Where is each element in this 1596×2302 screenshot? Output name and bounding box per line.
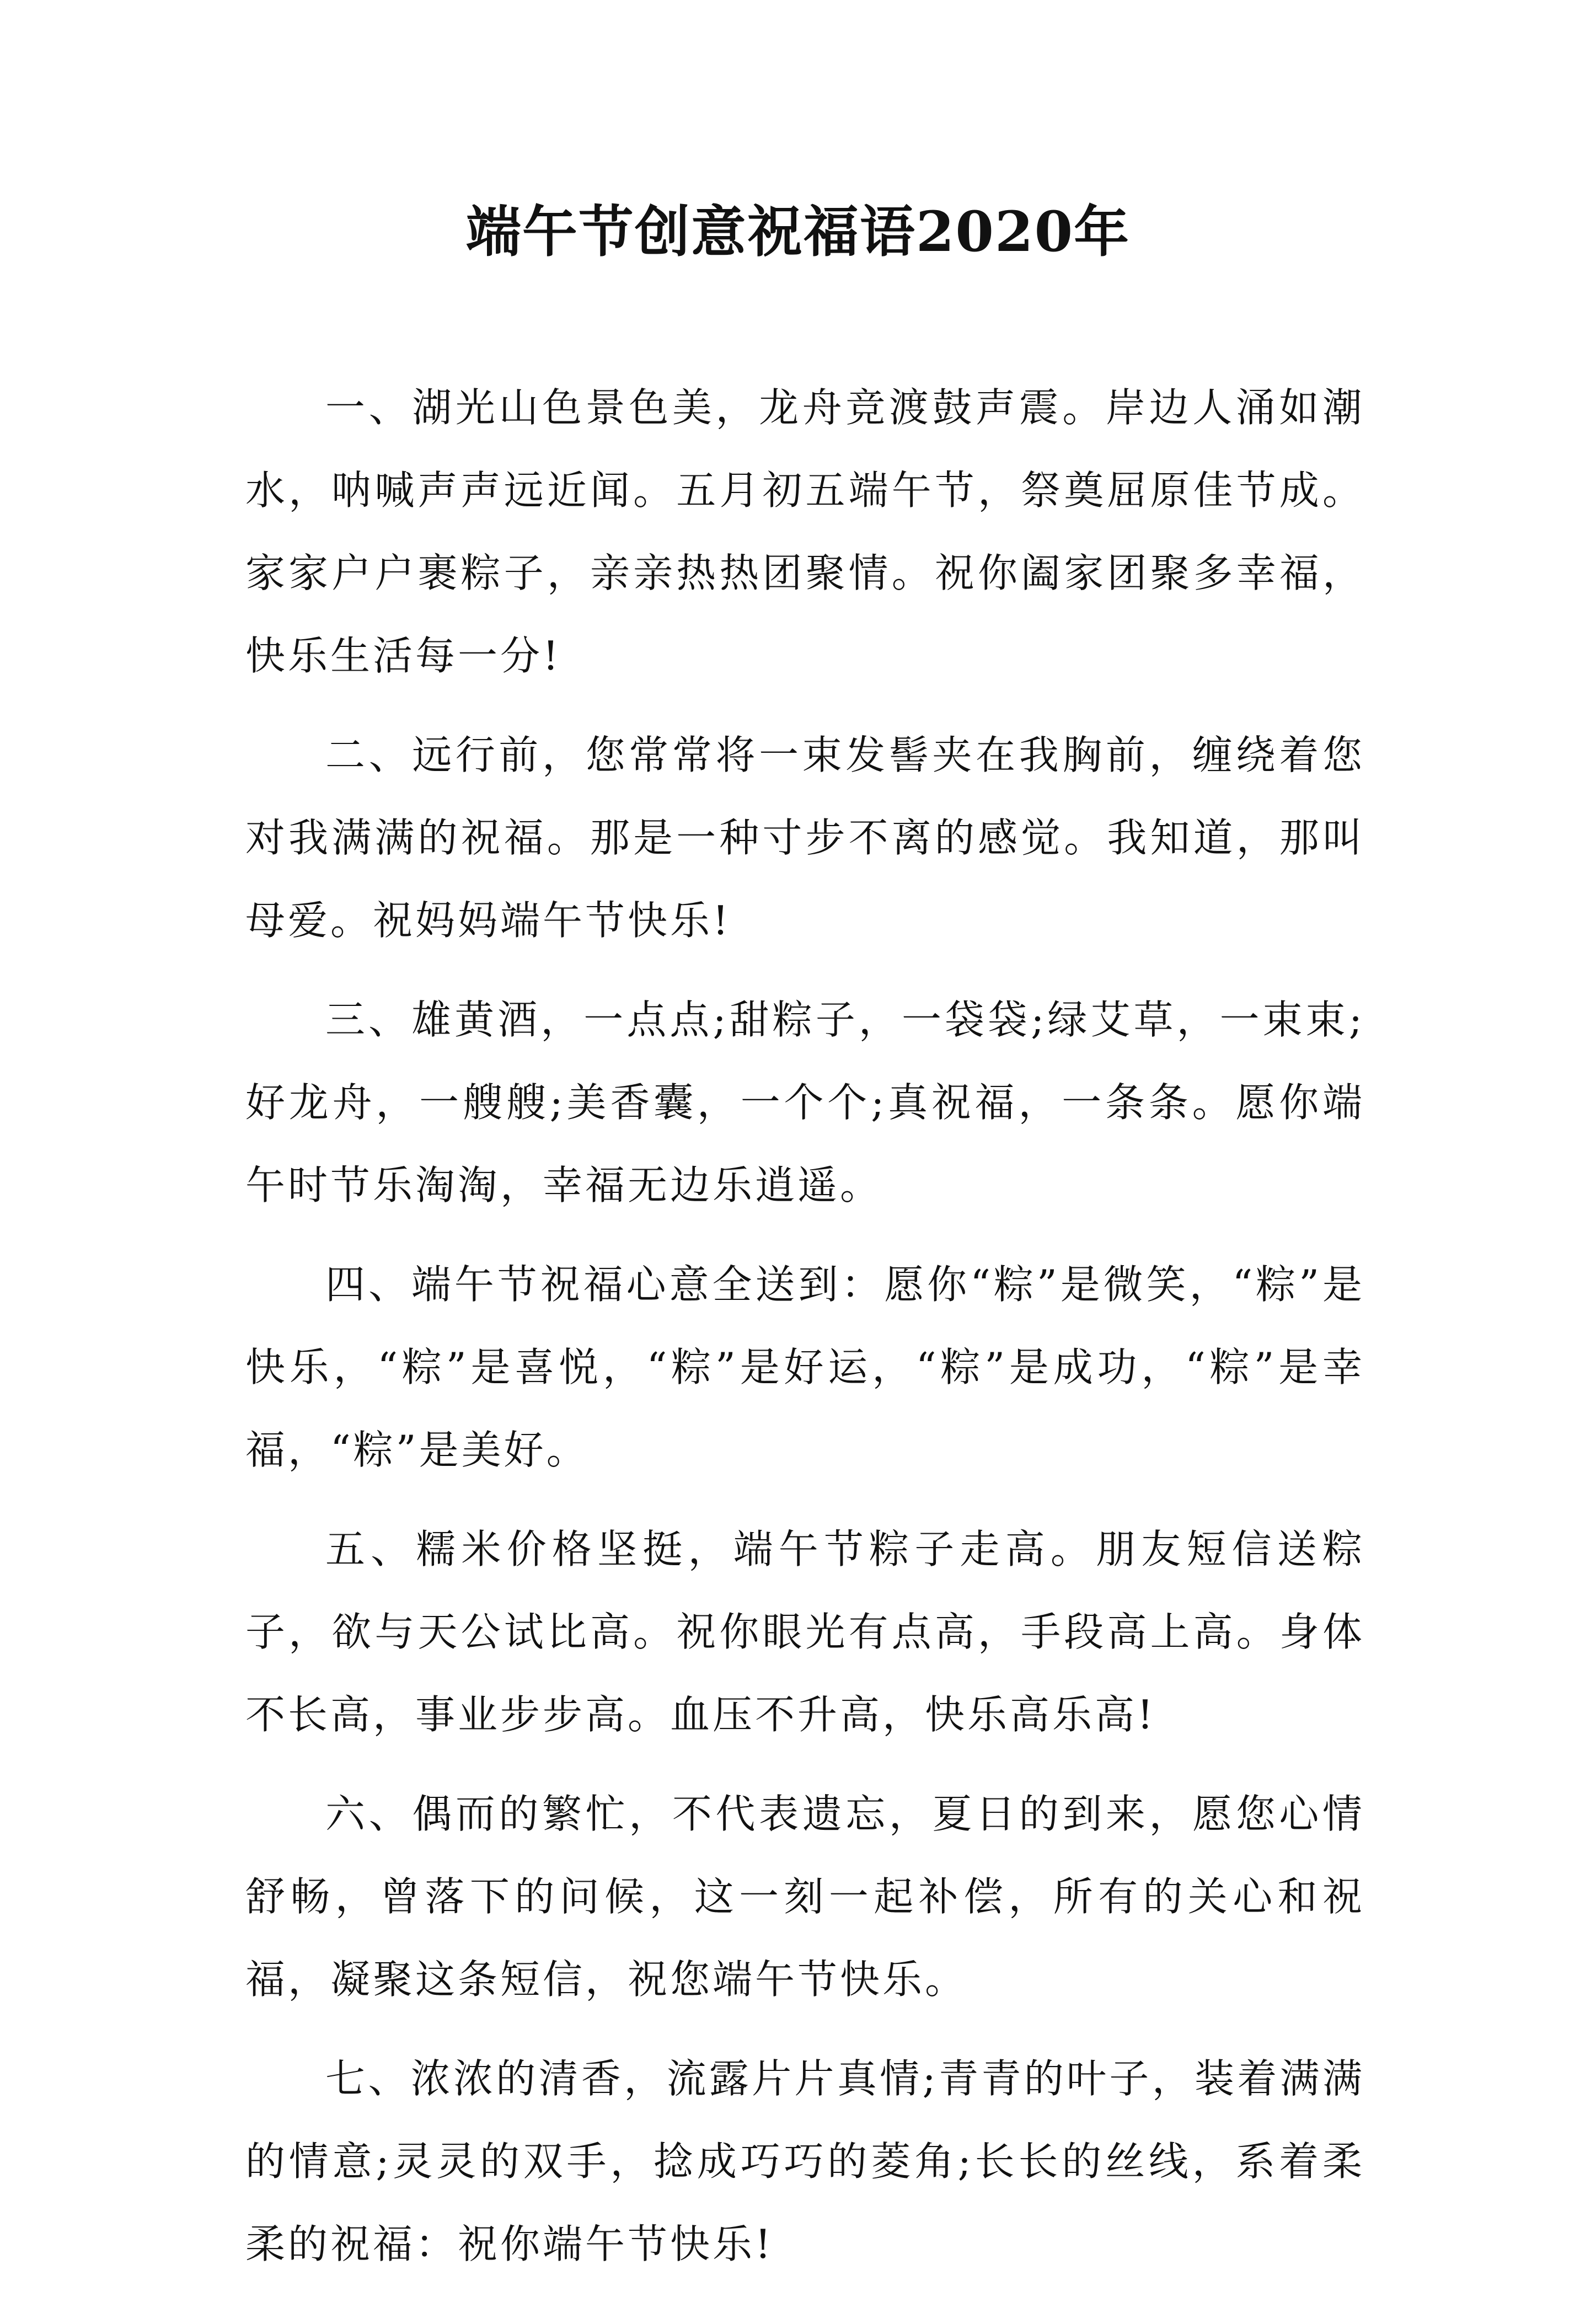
paragraph-2: 二、远行前，您常常将一束发髻夹在我胸前，缠绕着您对我满满的祝福。那是一种寸步不离的感觉。我知道，那叫母爱。祝妈妈端午节快乐! (245, 732, 1365, 944)
paragraph-3: 三、雄黄酒，一点点;甜粽子，一袋袋;绿艾草，一束束;好龙舟，一艘艘;美香囊，一个个;真祝福，一条条。愿你端午时节乐淘淘，幸福无边乐逍遥。 (245, 997, 1365, 1208)
paragraph-1: 一、湖光山色景色美，龙舟竞渡鼓声震。岸边人涌如潮水，呐喊声声远近闻。五月初五端午节，祭奠屈原佳节成。家家户户裹粽子，亲亲热热团聚情。祝你阖家团聚多幸福，快乐生活每一分! (245, 384, 1365, 679)
paragraph-5: 五、糯米价格坚挺，端午节粽子走高。朋友短信送粽子，欲与天公试比高。祝你眼光有点高，手段高上高。身体不长高，事业步步高。血压不升高，快乐高乐高! (245, 1526, 1365, 1738)
paragraph-6: 六、偶而的繁忙，不代表遗忘，夏日的到来，愿您心情舒畅，曾落下的问候，这一刻一起补偿，所有的关心和祝福，凝聚这条短信，祝您端午节快乐。 (245, 1791, 1365, 2003)
page-title: 端午节创意祝福语2020年 (465, 199, 1131, 264)
document-body (245, 366, 1365, 2302)
paragraph-4: 四、端午节祝福心意全送到：愿你“粽”是微笑，“粽”是快乐，“粽”是喜悦，“粽”是好运，“粽”是成功，“粽”是幸福，“粽”是美好。 (245, 1261, 1365, 1473)
paragraph-7: 七、浓浓的清香，流露片片真情;青青的叶子，装着满满的情意;灵灵的双手，捻成巧巧的菱角;长长的丝线，系着柔柔的祝福：祝你端午节快乐! (245, 2055, 1365, 2267)
